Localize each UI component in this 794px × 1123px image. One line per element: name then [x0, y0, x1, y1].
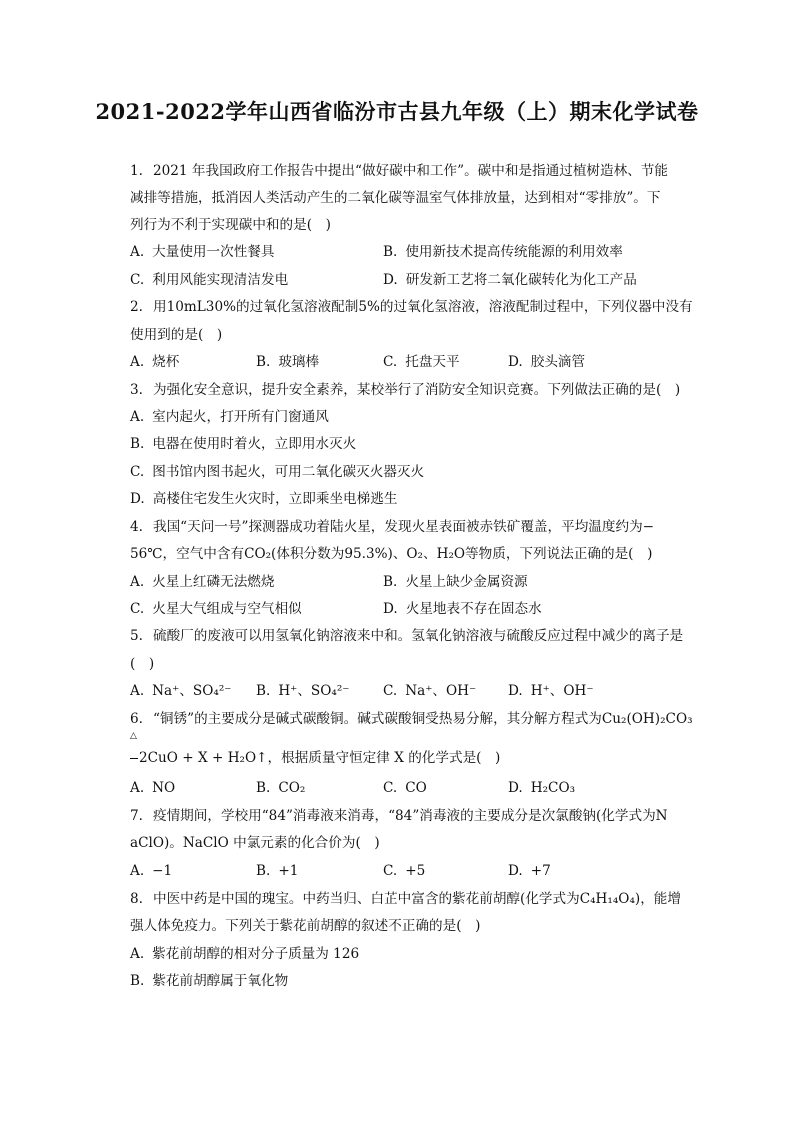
page-title: 2021-2022学年山西省临汾市古县九年级（上）期末化学试卷 [95, 99, 699, 124]
q2-option-c[interactable]: C. 托盘天平 [383, 354, 460, 370]
q2-stem-line-1: 2. 用10mL30%的过氧化氢溶液配制5%的过氧化氢溶液，溶液配制过程中，下列仪器中没有 [130, 299, 693, 315]
q3-number: 3. [130, 382, 143, 398]
q5-option-a[interactable]: A. Na⁺、SO₄²⁻ [130, 683, 232, 699]
q1-option-b[interactable]: B. 使用新技术提高传统能源的利用效率 [383, 244, 623, 260]
q5-option-c[interactable]: C. Na⁺、OH⁻ [383, 683, 477, 699]
q6-option-b[interactable]: B. CO₂ [256, 780, 306, 796]
q7-option-b[interactable]: B. +1 [256, 863, 299, 879]
q4-option-c[interactable]: C. 火星大气组成与空气相似 [130, 601, 302, 617]
q8-number: 8. [130, 891, 143, 907]
q5-number: 5. [130, 628, 143, 644]
q4-option-a[interactable]: A. 火星上红磷无法燃烧 [130, 574, 275, 590]
q1-stem-line-3: 列行为不利于实现碳中和的是( ) [130, 217, 331, 233]
q6-option-a[interactable]: A. NO [130, 780, 176, 796]
q5-stem-line-1: 5. 硫酸厂的废液可以用氢氧化钠溶液来中和。氢氧化钠溶液与硫酸反应过程中减少的离子是 [130, 628, 684, 644]
q1-number: 1. [130, 163, 143, 179]
q8-option-b[interactable]: B. 紫花前胡醇属于氧化物 [130, 973, 289, 989]
q3-option-b[interactable]: B. 电器在使用时着火，立即用水灭火 [130, 436, 357, 452]
q8-stem-line-1: 8. 中医中药是中国的瑰宝。中药当归、白芷中富含的紫花前胡醇(化学式为C₄H₁₄O₄)，能增 [130, 891, 681, 907]
q7-stem-line-2: aClO)。NaClO 中氯元素的化合价为( ) [130, 835, 380, 851]
q6-number: 6. [130, 711, 143, 727]
q8-option-a[interactable]: A. 紫花前胡醇的相对分子质量为 126 [130, 946, 360, 962]
q3-option-c[interactable]: C. 图书馆内图书起火，可用二氧化碳灭火器灭火 [130, 464, 425, 480]
q7-option-a[interactable]: A. −1 [130, 863, 173, 879]
q3-option-a[interactable]: A. 室内起火，打开所有门窗通风 [130, 409, 329, 425]
q4-option-b[interactable]: B. 火星上缺少金属资源 [383, 574, 528, 590]
q7-number: 7. [130, 808, 143, 824]
q4-option-d[interactable]: D. 火星地表不存在固态水 [383, 601, 542, 617]
q2-option-a[interactable]: A. 烧杯 [130, 354, 180, 370]
q7-option-d[interactable]: D. +7 [508, 863, 551, 879]
q6-option-d[interactable]: D. H₂CO₃ [508, 780, 576, 796]
q1-option-c[interactable]: C. 利用风能实现清洁发电 [130, 272, 289, 288]
q5-option-d[interactable]: D. H⁺、OH⁻ [508, 683, 594, 699]
q2-number: 2. [130, 299, 143, 315]
q1-stem-line-1: 1. 2021 年我国政府工作报告中提出“做好碳中和工作”。碳中和是指通过植树造林、节能 [130, 163, 668, 179]
q3-stem-line-1: 3. 为强化安全意识，提升安全素养，某校举行了消防安全知识竞赛。下列做法正确的是( ) [130, 382, 681, 398]
q4-stem-line-1: 4. 我国“天问一号”探测器成功着陆火星，发现火星表面被赤铁矿覆盖，平均温度约为− [130, 519, 655, 535]
q4-stem-line-2: 56℃，空气中含有CO₂(体积分数为95.3%)、O₂、H₂O等物质，下列说法正确的是( ) [130, 546, 653, 562]
q5-option-b[interactable]: B. H⁺、SO₄²⁻ [256, 683, 350, 699]
q8-stem-line-2: 强人体免疫力。下列关于紫花前胡醇的叙述不正确的是( ) [130, 918, 481, 934]
q2-option-d[interactable]: D. 胶头滴管 [508, 354, 586, 370]
q7-option-c[interactable]: C. +5 [383, 863, 426, 879]
q6-option-c[interactable]: C. CO [383, 780, 427, 796]
q4-number: 4. [130, 519, 143, 535]
q2-option-b[interactable]: B. 玻璃棒 [256, 354, 320, 370]
q1-option-d[interactable]: D. 研发新工艺将二氧化碳转化为化工产品 [383, 272, 637, 288]
q2-stem-line-2: 使用到的是( ) [130, 327, 223, 343]
q6-stem-line-1: 6. “铜锈”的主要成分是碱式碳酸铜。碱式碳酸铜受热易分解，其分解方程式为Cu₂(OH)₂CO₃ [130, 711, 693, 727]
q7-stem-line-1: 7. 疫情期间，学校用“84”消毒液来消毒，“84”消毒液的主要成分是次氯酸钠(化学式为N [130, 808, 668, 824]
reaction-arrow [130, 758, 138, 759]
q3-option-d[interactable]: D. 高楼住宅发生火灾时，立即乘坐电梯逃生 [130, 491, 398, 507]
q1-option-a[interactable]: A. 大量使用一次性餐具 [130, 244, 275, 260]
q1-stem-line-2: 减排等措施，抵消因人类活动产生的二氧化碳等温室气体排放量，达到相对“零排放”。下 [130, 190, 661, 206]
q5-stem-line-2: ( ) [130, 656, 155, 672]
q6-stem-line-2: 2CuO + X + H₂O↑，根据质量守恒定律 X 的化学式是( ) [130, 745, 500, 773]
heat-symbol: △ [130, 731, 137, 741]
